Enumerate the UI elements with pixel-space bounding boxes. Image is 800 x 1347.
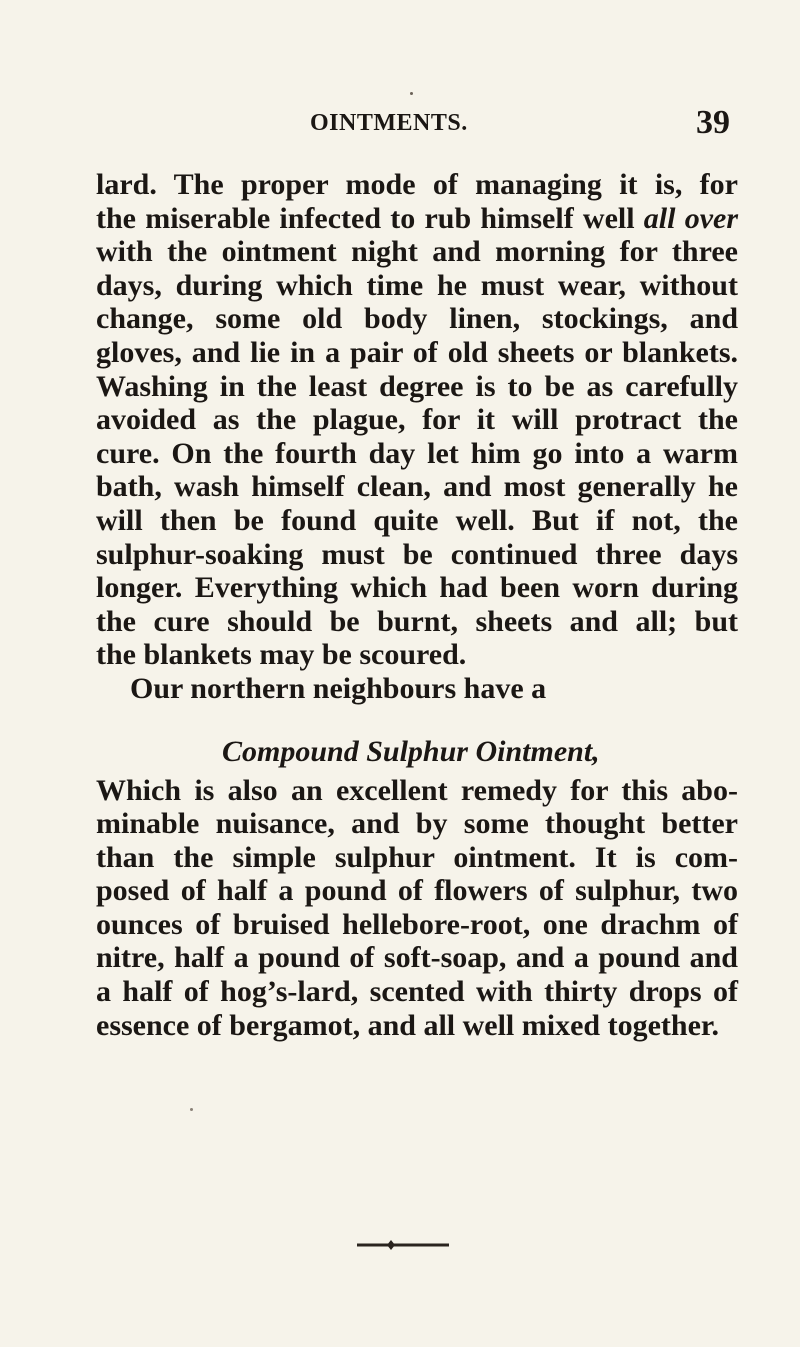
text-line: avoided as the plague, for it will protract the [96,403,738,437]
text-line: longer. Everything which had been worn during [96,571,738,605]
running-head [310,104,730,141]
text-line [96,202,738,236]
text-line: minable nuisance, and by some thought better [96,807,738,841]
text-line: change, some old body linen, stockings, and [96,302,738,336]
text-line: the blankets may be scoured. [96,638,467,672]
text-line: lard. The proper mode of managing it is, for [96,168,738,201]
text-line: gloves, and lie in a pair of old sheets or blankets. [96,335,738,369]
text-line: sulphur-soaking must be continued three days [96,537,738,571]
text-segment: the miserable infected to rub himself well [96,201,635,235]
text-line: Our northern neighbours have a [130,671,547,705]
ornamental-rule-icon [355,1239,451,1251]
text-line: ounces of bruised hellebore-root, one drachm of [96,907,738,941]
text-line: a half of hog’s-lard, scented with thirty drops of [96,975,738,1009]
italic-phrase: all over [643,201,738,235]
text-line: the cure should be burnt, sheets and all; but [96,604,738,638]
ink-speck [190,1108,193,1111]
text-line: days, during which time he must wear, without [96,268,738,302]
section-heading: Compound Sulphur Ointment, [222,734,600,768]
text-line: essence of bergamot, and all well mixed together. [96,1008,719,1042]
page-number: 39 [696,104,730,141]
ink-speck [410,92,413,95]
body-text [96,168,738,1042]
text-line: with the ointment night and morning for three [96,235,738,269]
text-line: cure. On the fourth day let him go into a warm [96,436,738,470]
text-line: Which is also an excellent remedy for this abo- [96,773,738,807]
text-line: posed of half a pound of flowers of sulphur, two [96,874,738,908]
text-line: nitre, half a pound of soft-soap, and a pound and [96,941,738,975]
text-line: will then be found quite well. But if not, the [96,503,738,537]
text-line: than the simple sulphur ointment. It is com- [96,840,738,874]
text-line: Washing in the least degree is to be as carefully [96,369,738,403]
text-line: bath, wash himself clean, and most generally he [96,470,738,504]
running-title: OINTMENTS. [310,110,468,136]
